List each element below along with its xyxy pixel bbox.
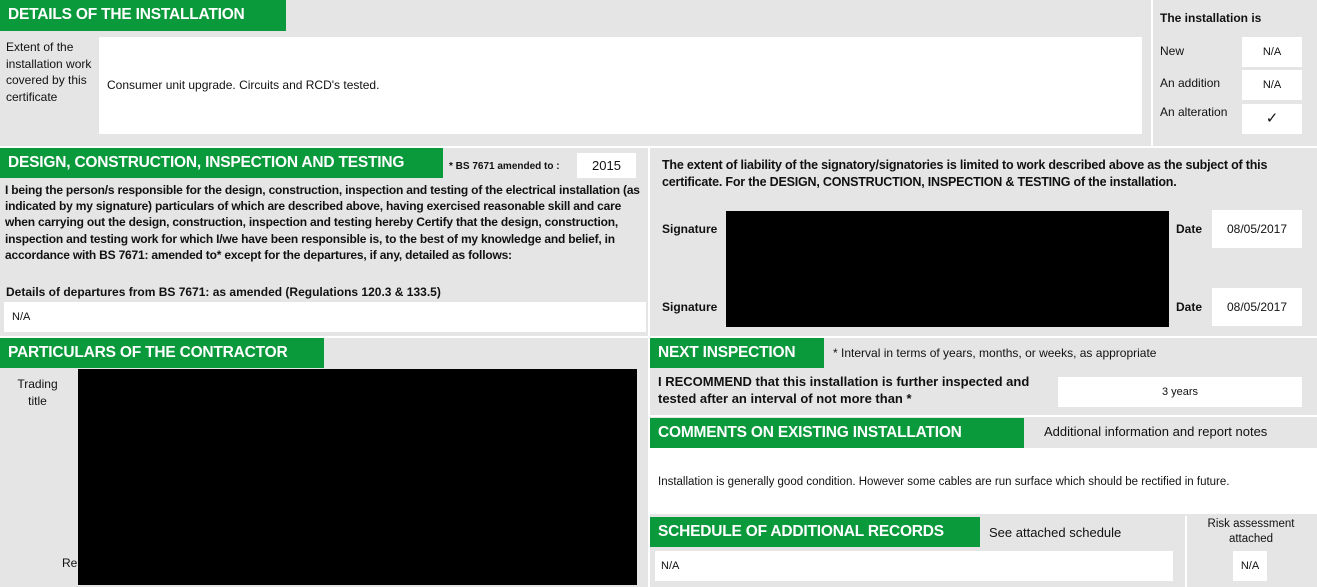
risk-label: Risk assessment attached bbox=[1207, 518, 1295, 545]
alteration-label: An alteration bbox=[1160, 105, 1228, 119]
new-value: N/A bbox=[1262, 46, 1282, 58]
addition-field[interactable] bbox=[1242, 70, 1302, 100]
comments-field[interactable] bbox=[650, 448, 1317, 514]
comments-text: Installation is generally good condition. However some cables are run surface which should be rectified in future. bbox=[658, 476, 1230, 488]
alteration-check: ✓ bbox=[1265, 110, 1279, 127]
departures-value: N/A bbox=[12, 311, 31, 323]
contractor-redacted bbox=[78, 369, 637, 585]
bs7671-value: 2015 bbox=[592, 158, 621, 173]
risk-field[interactable] bbox=[1233, 551, 1267, 581]
signature-redacted-mid bbox=[726, 249, 1169, 289]
extent-field[interactable] bbox=[99, 37, 1142, 134]
risk-divider bbox=[1185, 516, 1187, 587]
next-inspection-note: * Interval in terms of years, months, or weeks, as appropriate bbox=[833, 346, 1157, 360]
date-value-1: 08/05/2017 bbox=[1226, 222, 1288, 236]
departures-label: Details of departures from BS 7671: as amended (Regulations 120.3 & 133.5) bbox=[6, 285, 441, 299]
bs7671-field[interactable] bbox=[577, 153, 636, 178]
signature-label-2: Signature bbox=[662, 300, 718, 314]
signature-redacted-2 bbox=[726, 289, 1169, 327]
addition-value: N/A bbox=[1262, 79, 1282, 91]
risk-value: N/A bbox=[1240, 560, 1260, 572]
date-label-2: Date bbox=[1176, 300, 1203, 314]
addition-label: An addition bbox=[1160, 76, 1221, 90]
design-declaration: I being the person/s responsible for the design, construction, inspection and testing of the electrical installation (as indicated by my signature) particulars of which are described above, having exercised reasonable skill and care when carrying out the design, construction, inspection and testing hereby Certify that the design, construction, inspection and testing work for which I/we have been responsible is, to the best of my knowledge and belief, in accordance with BS 7671: amended to* except for the departures, if any, detailed as follows: bbox=[5, 183, 640, 262]
installation-is-label: The installation is bbox=[1160, 11, 1262, 25]
new-label: New bbox=[1160, 44, 1185, 58]
trading-title-label: Trading title bbox=[17, 377, 58, 408]
extent-value: Consumer unit upgrade. Circuits and RCD's tested. bbox=[107, 78, 380, 92]
schedule-field[interactable] bbox=[655, 551, 1173, 581]
schedule-header: SCHEDULE OF ADDITIONAL RECORDS bbox=[650, 517, 980, 547]
date-label-1: Date bbox=[1176, 222, 1203, 236]
signature-redacted-1 bbox=[726, 211, 1169, 249]
alteration-field[interactable] bbox=[1242, 104, 1302, 134]
extent-label: Extent of the installation work covered by this certificate bbox=[6, 40, 92, 104]
liability-text: The extent of liability of the signatory/signatories is limited to work described above as the subject of this certificate. For the DESIGN, CONSTRUCTION, INSPECTION & TESTING of the installation. bbox=[662, 158, 1268, 189]
new-field[interactable] bbox=[1242, 37, 1302, 67]
interval-value: 3 years bbox=[1161, 386, 1199, 398]
departures-field[interactable] bbox=[4, 302, 646, 332]
date-field-2[interactable] bbox=[1212, 288, 1302, 326]
recommend-text: I RECOMMEND that this installation is further inspected and tested after an interval of not more than * bbox=[658, 374, 1030, 406]
details-header: DETAILS OF THE INSTALLATION bbox=[0, 0, 286, 31]
next-inspection-header: NEXT INSPECTION bbox=[650, 338, 824, 368]
interval-field[interactable] bbox=[1058, 377, 1302, 407]
date-value-2: 08/05/2017 bbox=[1226, 300, 1288, 314]
design-header: DESIGN, CONSTRUCTION, INSPECTION AND TESTING bbox=[0, 148, 443, 178]
comments-sub: Additional information and report notes bbox=[1044, 424, 1268, 439]
details-divider bbox=[1151, 0, 1153, 148]
schedule-value: N/A bbox=[661, 560, 680, 572]
comments-header: COMMENTS ON EXISTING INSTALLATION bbox=[650, 418, 1024, 448]
schedule-see-label: See attached schedule bbox=[989, 525, 1122, 540]
section-divider-3 bbox=[650, 415, 1317, 417]
bs7671-label: * BS 7671 amended to : bbox=[449, 161, 560, 172]
signature-label-1: Signature bbox=[662, 222, 718, 236]
partial-label: Re bbox=[62, 556, 78, 570]
date-field-1[interactable] bbox=[1212, 210, 1302, 248]
contractor-header: PARTICULARS OF THE CONTRACTOR bbox=[0, 338, 324, 368]
